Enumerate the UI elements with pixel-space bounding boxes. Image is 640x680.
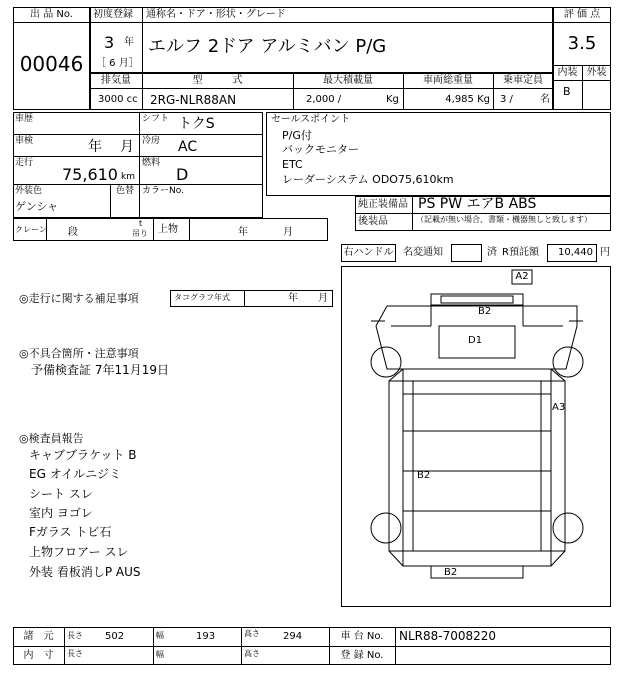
model-desc-label: 通称名・ドア・形状・グレード: [146, 9, 286, 20]
shift-label: シフト: [142, 114, 170, 124]
history-label: 車歴: [15, 114, 34, 124]
damage-mark: B2: [444, 567, 458, 578]
mileage-unit: km: [121, 172, 135, 182]
inspector-item: Fガラス トビ石: [29, 525, 112, 539]
gross-weight-label: 車両総重量: [423, 75, 473, 86]
upper-month-unit: 月: [283, 227, 293, 238]
inner-height-label: 高さ: [244, 649, 260, 658]
inner-length-label: 長さ: [67, 649, 83, 658]
width-label: 幅: [156, 631, 164, 640]
height-label: 高さ: [244, 629, 260, 638]
recycle-label: R預託額: [502, 247, 539, 258]
tacho-month-unit: 月: [318, 293, 328, 304]
name-change-label: 名変通知: [403, 247, 443, 258]
shift-value: トクS: [178, 116, 215, 132]
damage-mark: A3: [552, 402, 566, 413]
reg-year: 3: [104, 33, 115, 52]
inspector-item: 上物フロアー スレ: [29, 545, 129, 559]
inspector-report-label: ◎検査員報告: [19, 432, 84, 445]
inspection-month-unit: 月: [120, 139, 134, 155]
sales-point-item: バックモニター: [282, 143, 359, 156]
recycle-paid: 済: [487, 247, 497, 258]
inspection-label: 車検: [15, 136, 34, 146]
max-load-label: 最大積載量: [323, 75, 373, 86]
displacement-value: 3000 cc: [98, 94, 138, 105]
damage-mark: B2: [478, 306, 492, 317]
length-value: 502: [105, 631, 125, 642]
inspector-item: 室内 ヨゴレ: [29, 506, 93, 520]
capacity-value: 3 /: [500, 94, 513, 105]
upper-label: 上物: [158, 224, 178, 235]
reg-year-unit: 年: [124, 37, 134, 48]
first-reg-label: 初度登録: [93, 9, 133, 20]
genuine-equipment-label: 純正装備品: [358, 199, 408, 210]
max-load-unit: Kg: [386, 94, 399, 105]
grade-value: 3.5: [567, 33, 597, 54]
mileage-label: 走行: [15, 158, 34, 168]
fuel-value: D: [176, 165, 189, 184]
defects-value: 予備検査証 7年11月19日: [31, 363, 169, 377]
capacity-label: 乗車定員: [503, 75, 543, 86]
model-label: 型 式: [192, 75, 243, 86]
aircon-label: 冷房: [142, 136, 161, 146]
max-load-value: 2,000 /: [306, 94, 342, 105]
recycle-unit: 円: [600, 247, 610, 258]
damage-mark: D1: [468, 335, 483, 346]
crane-ton-unit: t: [139, 219, 143, 228]
damage-mark: B2: [417, 470, 431, 481]
inspection-year-unit: 年: [88, 139, 102, 155]
chassis-value: NLR88-7008220: [399, 629, 497, 643]
genuine-equipment-value: PS PW エアB ABS: [418, 196, 537, 212]
inspector-item: 外装 看板消しP AUS: [29, 565, 141, 579]
crane-stage-unit: 段: [68, 227, 78, 238]
length-label: 長さ: [67, 631, 83, 640]
sales-point-item: P/G付: [282, 129, 312, 142]
ext-color-value: ゲンシャ: [15, 200, 59, 213]
lot-number: 00046: [19, 52, 84, 76]
inner-width-label: 幅: [156, 650, 164, 659]
sales-point-item: ETC: [282, 158, 303, 171]
ext-color-label: 外装色: [15, 186, 43, 196]
aftermarket-label: 後装品: [358, 216, 388, 227]
tacho-label: タコグラフ年式: [174, 293, 230, 302]
inspector-item: EG オイルニジミ: [29, 467, 122, 481]
recycle-value: 10,440: [558, 247, 593, 258]
capacity-unit: 名: [540, 94, 550, 105]
color-no-label: カラーNo.: [142, 186, 184, 196]
height-value: 294: [283, 631, 303, 642]
chassis-label: 車 台 No.: [340, 631, 384, 642]
inner-dims-label: 内 寸: [23, 650, 54, 661]
upper-year-unit: 年: [238, 227, 248, 238]
interior-value: B: [563, 85, 571, 98]
steering-value: 右ハンドル: [343, 247, 394, 258]
exterior-label: 外装: [586, 67, 607, 78]
grade-label: 評 価 点: [563, 9, 601, 20]
width-value: 193: [196, 631, 216, 642]
name-change-box: [451, 244, 482, 262]
dims-label: 諸 元: [23, 631, 54, 642]
inspector-item: シート スレ: [29, 487, 93, 501]
inspector-item: キャブブラケット B: [29, 448, 137, 462]
driving-notes-label: ◎走行に関する補足事項: [19, 292, 139, 305]
reg-no-label: 登 録 No.: [340, 650, 384, 661]
gross-weight-value: 4,985 Kg: [445, 94, 490, 105]
aircon-value: AC: [178, 139, 198, 155]
mileage-value: 75,610: [62, 165, 118, 184]
reg-month: ［ 6 月］: [96, 58, 139, 69]
sales-point-item: レーダーシステム ODO75,610km: [282, 173, 454, 186]
defects-label: ◎不具合箇所・注意事項: [19, 347, 139, 360]
displacement-label: 排気量: [101, 75, 131, 86]
aftermarket-note: （記載が無い場合、書類・機器無しと致します）: [416, 215, 592, 224]
lot-label: 出 品 No.: [30, 9, 73, 20]
interior-label: 内装: [557, 67, 578, 78]
tacho-year-unit: 年: [288, 293, 298, 304]
fuel-label: 燃料: [142, 158, 161, 168]
truck-outline-drawing: [341, 266, 611, 607]
crane-label: クレーン: [15, 225, 47, 234]
model-value: 2RG-NLR88AN: [150, 93, 237, 107]
vehicle-name: エルフ 2ドア アルミバン P/G: [148, 36, 387, 57]
sales-points-label: セールスポイント: [271, 114, 351, 125]
crane-lift-unit: 吊り: [132, 229, 148, 238]
color-code-label: 色替: [116, 186, 135, 196]
damage-mark: A2: [515, 271, 529, 282]
